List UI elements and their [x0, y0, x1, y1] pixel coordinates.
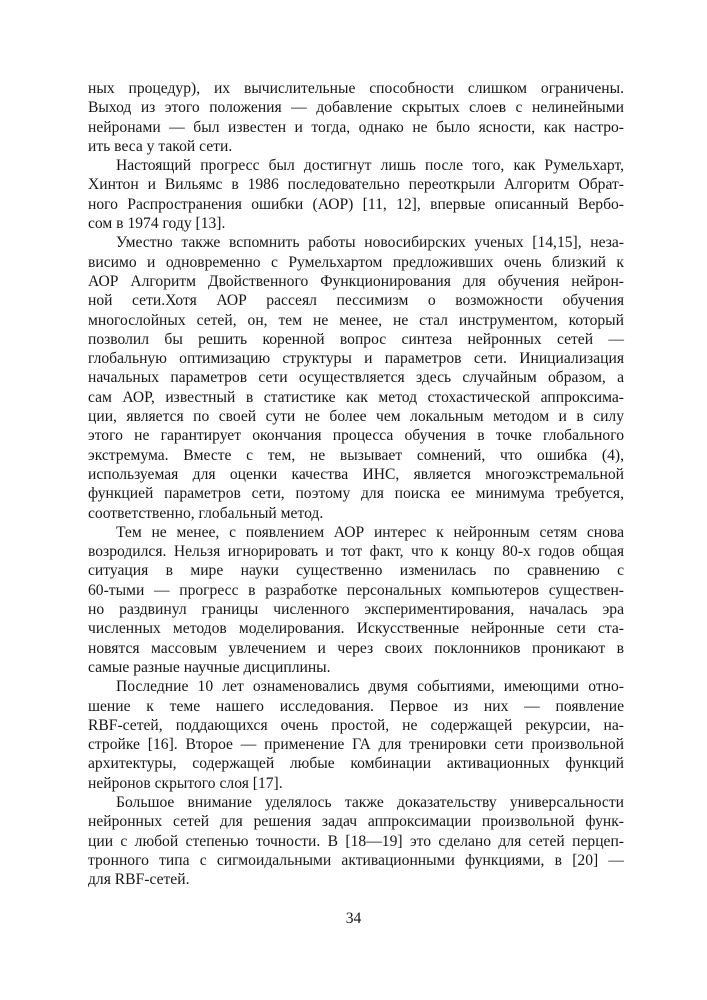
paragraph	[88, 523, 624, 677]
text-line: Последние 10 лет ознаменовались двумя событиями, имеющими отно-	[116, 678, 624, 696]
text-line: ситуация в мире науки существенно изменилась по сравнению с	[88, 562, 624, 580]
text-line: шение к теме нашего исследования. Первое из них — появление	[88, 697, 624, 715]
text-line: начальных параметров сети осуществляется здесь случайным образом, а	[88, 369, 624, 387]
page-number: 34	[345, 910, 362, 927]
text-line: Тем не менее, с появлением АОР интерес к нейронным сетям снова	[116, 523, 624, 541]
text-line: ции, является по своей сути не более чем локальным методом и в силу	[88, 408, 624, 426]
text-line: но раздвинул границы численного экспериментирования, началась эра	[88, 601, 624, 619]
text-line: тронного типа с сигмоидальными активационными функциями, в [20] —	[88, 851, 624, 869]
text-line: ного Распространения ошибки (АОР) [11, 12], впервые описанный Вербо-	[88, 195, 624, 213]
text-line: соответственно, глобальный метод.	[88, 504, 324, 522]
text-line: Уместно также вспомнить работы новосибирских ученых [14,15], неза-	[116, 234, 624, 252]
text-line: сам АОР, известный в статистике как метод стохастической аппроксима-	[88, 388, 624, 406]
text-line: ить веса у такой сети.	[88, 137, 233, 155]
text-line: АОР Алгоритм Двойственного Функционирования для обучения нейрон-	[88, 272, 624, 290]
text-line: используемая для оценки качества ИНС, является многоэкстремальной	[88, 465, 624, 483]
text-line: Большое внимание уделялось также доказательству универсальности	[116, 793, 624, 811]
text-line: позволил бы решить коренной вопрос синтеза нейронных сетей —	[88, 330, 624, 348]
text-line: нейронов скрытого слоя [17].	[88, 774, 283, 792]
paragraph	[88, 79, 624, 156]
text-line: висимо и одновременно с Румельхартом предложивших очень близкий к	[88, 253, 624, 271]
text-line: ции с любой степенью точности. В [18—19] это сделано для сетей перцеп-	[88, 832, 624, 850]
text-line: функцией параметров сети, поэтому для поиска ее минимума требуется,	[88, 485, 624, 503]
paragraph	[88, 793, 624, 889]
text-line: глобальную оптимизацию структуры и параметров сети. Инициализация	[88, 350, 624, 368]
text-line: Выход из этого положения — добавление скрытых слоев с нелинейными	[88, 99, 624, 117]
text-line: нейронных сетей для решения задач аппроксимации произвольной функ-	[88, 813, 624, 831]
text-line: сом в 1974 году [13].	[88, 215, 226, 233]
text-line: Хинтон и Вильямс в 1986 последовательно переоткрыли Алгоритм Обрат-	[88, 176, 624, 194]
text-line: Настоящий прогресс был достигнут лишь после того, как Румельхарт,	[116, 157, 624, 175]
text-line: ных процедур), их вычислительные способности слишком ограничены.	[88, 80, 624, 97]
text-line: для RBF-сетей.	[88, 871, 190, 889]
text-line: возродился. Нельзя игнорировать и тот факт, что к концу 80-х годов общая	[88, 543, 624, 561]
text-line: ной сети.Хотя АОР рассеял пессимизм о возможности обучения	[88, 292, 624, 310]
paragraph	[88, 677, 624, 793]
text-line: новятся массовым увлечением и через своих поклонников проникают в	[88, 639, 624, 657]
text-line: этого не гарантирует окончания процесса обучения в точке глобального	[88, 427, 624, 445]
text-line: самые разные научные дисциплины.	[88, 658, 331, 676]
text-line: экстремума. Вместе с тем, не вызывает сомнений, что ошибка (4),	[88, 446, 624, 464]
paragraph	[88, 156, 624, 233]
text-line: нейронами — был известен и тогда, однако не было ясности, как настро-	[88, 118, 624, 136]
text-line: архитектуры, содержащей любые комбинации активационных функций	[88, 755, 624, 773]
text-line: 60-тыми — прогресс в разработке персональных компьютеров существен-	[88, 581, 624, 599]
text-line: RBF-сетей, поддающихся очень простой, не содержащей рекурсии, на-	[88, 716, 624, 734]
text-line: численных методов моделирования. Искусственные нейронные сети ста-	[88, 620, 624, 638]
body-text	[88, 79, 624, 889]
text-line: стройке [16]. Второе — применение ГА для тренировки сети произвольной	[88, 736, 624, 754]
text-line: многослойных сетей, он, тем не менее, не стал инструментом, который	[88, 311, 624, 329]
paragraph	[88, 233, 624, 522]
